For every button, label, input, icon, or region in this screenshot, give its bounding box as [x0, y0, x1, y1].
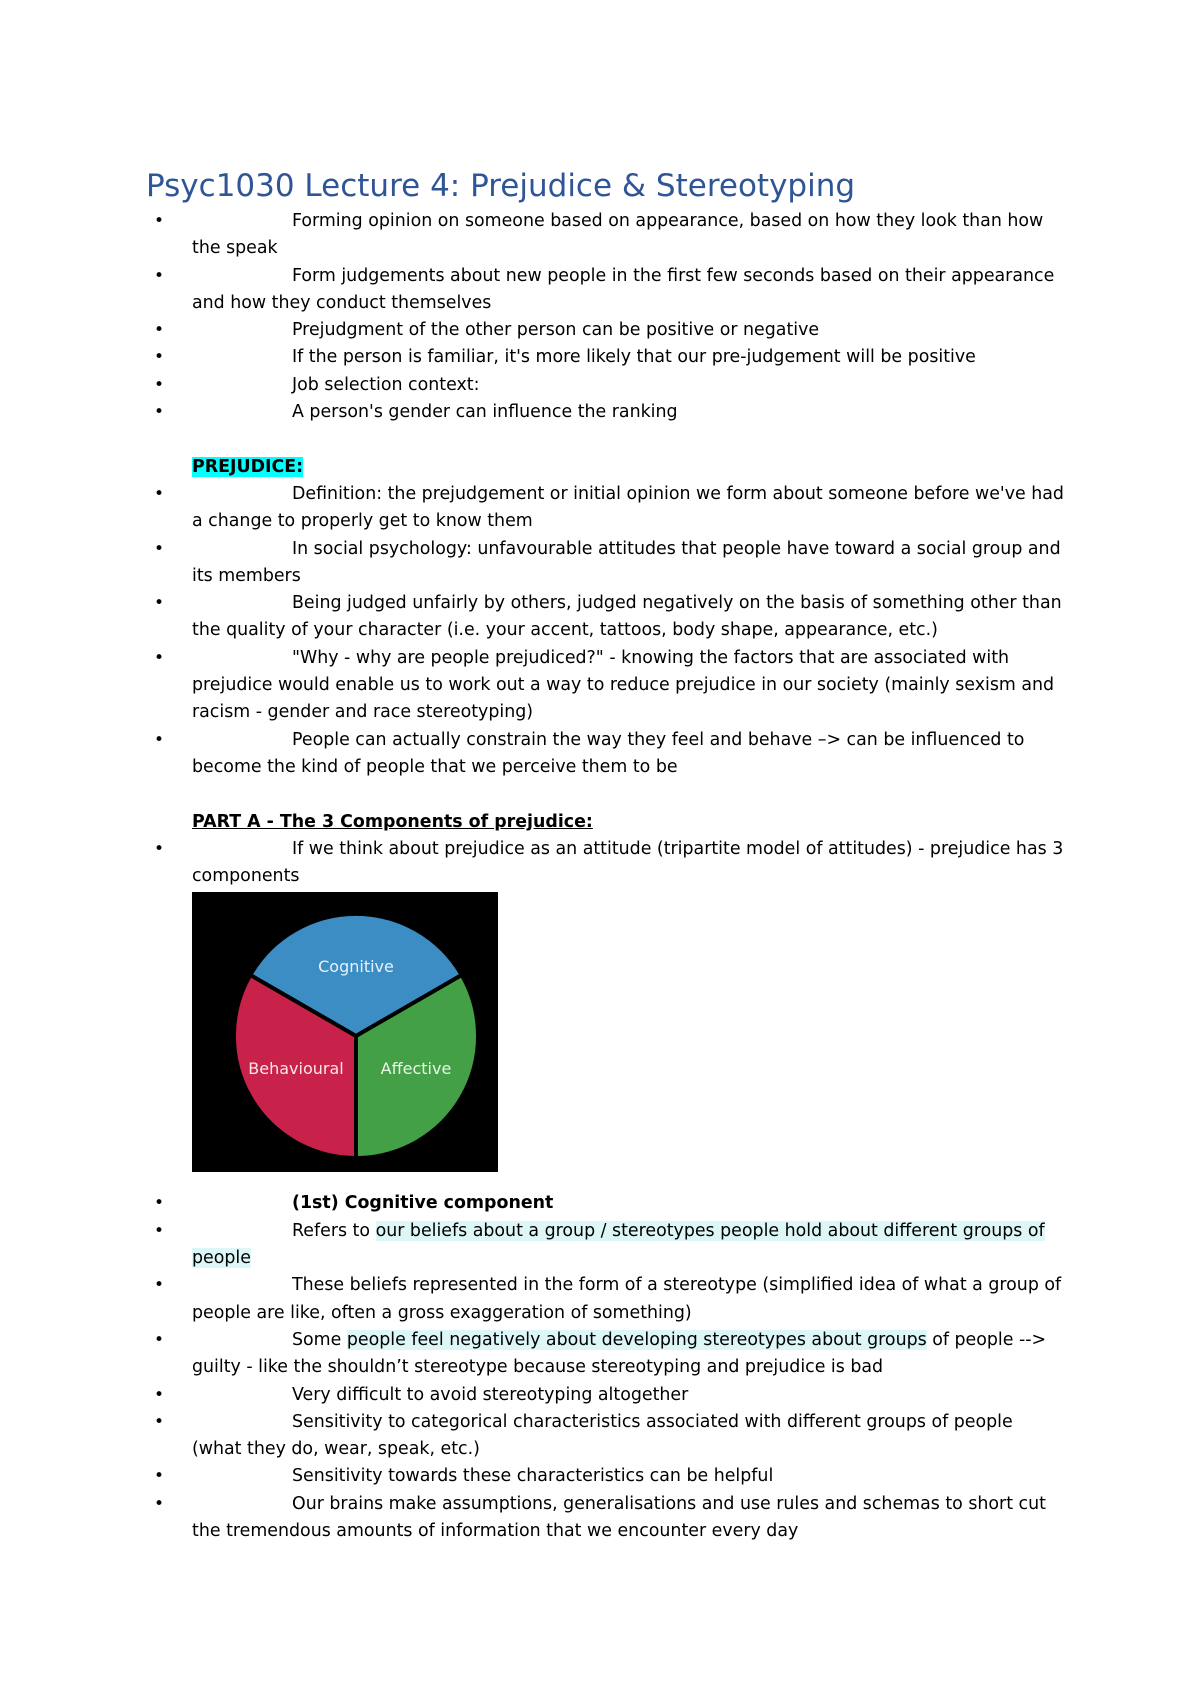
bullet-icon: • — [154, 1493, 165, 1514]
bullet-icon: • — [154, 593, 165, 614]
bullet-text: "Why - why are people prejudiced?" - knowing the factors that are associated with prejudice would enable us to work out a way to reduce prejudice in our society (mainly sexism and racism - gender and race stereotyping) — [192, 647, 1055, 723]
list-item — [146, 399, 1066, 426]
bullet-icon: • — [154, 1329, 165, 1350]
page-title: Psyc1030 Lecture 4: Prejudice & Stereotyping — [146, 168, 856, 204]
list-item — [146, 317, 1066, 344]
bullet-icon: • — [154, 211, 165, 231]
bullet-icon: • — [154, 538, 165, 559]
bullet-icon: • — [154, 1193, 165, 1214]
list-item — [146, 590, 1066, 645]
bullet-text: If the person is familiar, it's more likely that our pre-judgement will be positive — [292, 347, 976, 368]
list-item — [146, 727, 1066, 782]
list-item: • Some people feel negatively about developing stereotypes about groups of people --> guilty - like the shouldn’t stereotype because stereotyping and prejudice is bad — [146, 1327, 1066, 1382]
bullet-text: People can actually constrain the way they feel and behave –> can be influenced to become the kind of people that we perceive them to be — [192, 729, 1025, 777]
bullet-icon: • — [154, 1384, 165, 1405]
pie-diagram-svg — [192, 892, 498, 1172]
bullet-text: Very difficult to avoid stereotyping altogether — [292, 1384, 689, 1405]
bullet-icon: • — [154, 647, 165, 668]
affective-label: Affective — [380, 1059, 452, 1079]
list-item — [146, 1190, 1066, 1217]
bullet-text: In social psychology: unfavourable attitudes that people have toward a social group and its members — [192, 538, 1061, 586]
bullet-icon: • — [154, 1220, 165, 1241]
cognitive-label: Cognitive — [318, 957, 394, 977]
bullet-text: Forming opinion on someone based on appearance, based on how they look than how the speak — [192, 211, 1044, 259]
bullet-icon: • — [154, 1275, 165, 1296]
bullet-text: Job selection context: — [292, 374, 480, 395]
subsection-heading: (1st) Cognitive component — [292, 1193, 554, 1214]
document-body — [146, 208, 1066, 1545]
tripartite-model-diagram — [192, 892, 498, 1172]
list-item — [146, 1382, 1066, 1409]
highlighted-text: our beliefs about a group / stereotypes people hold about different groups of people — [192, 1220, 1045, 1269]
bullet-icon: • — [154, 1411, 165, 1432]
bullet-text: Being judged unfairly by others, judged negatively on the basis of something other than the quality of your character (i.e. your accent, tattoos, body shape, appearance, etc.) — [192, 593, 1062, 641]
list-item — [146, 536, 1066, 591]
section-heading-prejudice: PREJUDICE: — [192, 456, 304, 477]
bullet-icon: • — [154, 483, 165, 504]
bullet-text: If we think about prejudice as an attitude (tripartite model of attitudes) - prejudice has 3 components — [192, 838, 1064, 887]
list-item — [146, 208, 1066, 263]
bullet-text: Prejudgment of the other person can be positive or negative — [292, 320, 820, 341]
bullet-icon: • — [154, 838, 165, 859]
behavioural-label: Behavioural — [248, 1059, 344, 1079]
bullet-icon: • — [154, 402, 165, 423]
bullet-text: A person's gender can influence the ranking — [292, 402, 678, 423]
list-item — [146, 372, 1066, 399]
bullet-text: These beliefs represented in the form of a stereotype (simplified idea of what a group of people are like, often a gross exaggeration of something) — [192, 1275, 1062, 1323]
list-item — [146, 1409, 1066, 1464]
bullet-text: Sensitivity to categorical characteristics associated with different groups of people (what they do, wear, speak, etc.) — [192, 1411, 1013, 1460]
list-item — [146, 263, 1066, 318]
bullet-icon: • — [154, 729, 165, 750]
bullet-icon: • — [154, 1466, 165, 1487]
list-item — [146, 344, 1066, 371]
bullet-text: Our brains make assumptions, generalisations and use rules and schemas to short cut the tremendous amounts of information that we encounter every day — [192, 1493, 1046, 1541]
highlighted-text: people feel negatively about developing stereotypes about groups — [346, 1329, 927, 1350]
list-item — [146, 836, 1066, 891]
bullet-icon: • — [154, 320, 165, 341]
bullet-icon: • — [154, 347, 165, 368]
list-item — [146, 645, 1066, 727]
list-item — [146, 1272, 1066, 1327]
bullet-text: Form judgements about new people in the first few seconds based on their appearance and how they conduct themselves — [192, 265, 1055, 313]
bullet-icon: • — [154, 265, 165, 286]
list-item — [146, 1491, 1066, 1546]
bullet-text: Definition: the prejudgement or initial opinion we form about someone before we've had a change to properly get to know them — [192, 483, 1064, 532]
list-item — [146, 1463, 1066, 1490]
bullet-text: Sensitivity towards these characteristics can be helpful — [292, 1466, 774, 1487]
bullet-icon: • — [154, 374, 165, 395]
list-item — [146, 481, 1066, 536]
list-item: • Refers to our beliefs about a group / stereotypes people hold about different groups of people — [146, 1218, 1066, 1273]
section-heading-part-a: PART A - The 3 Components of prejudice: — [192, 811, 593, 832]
